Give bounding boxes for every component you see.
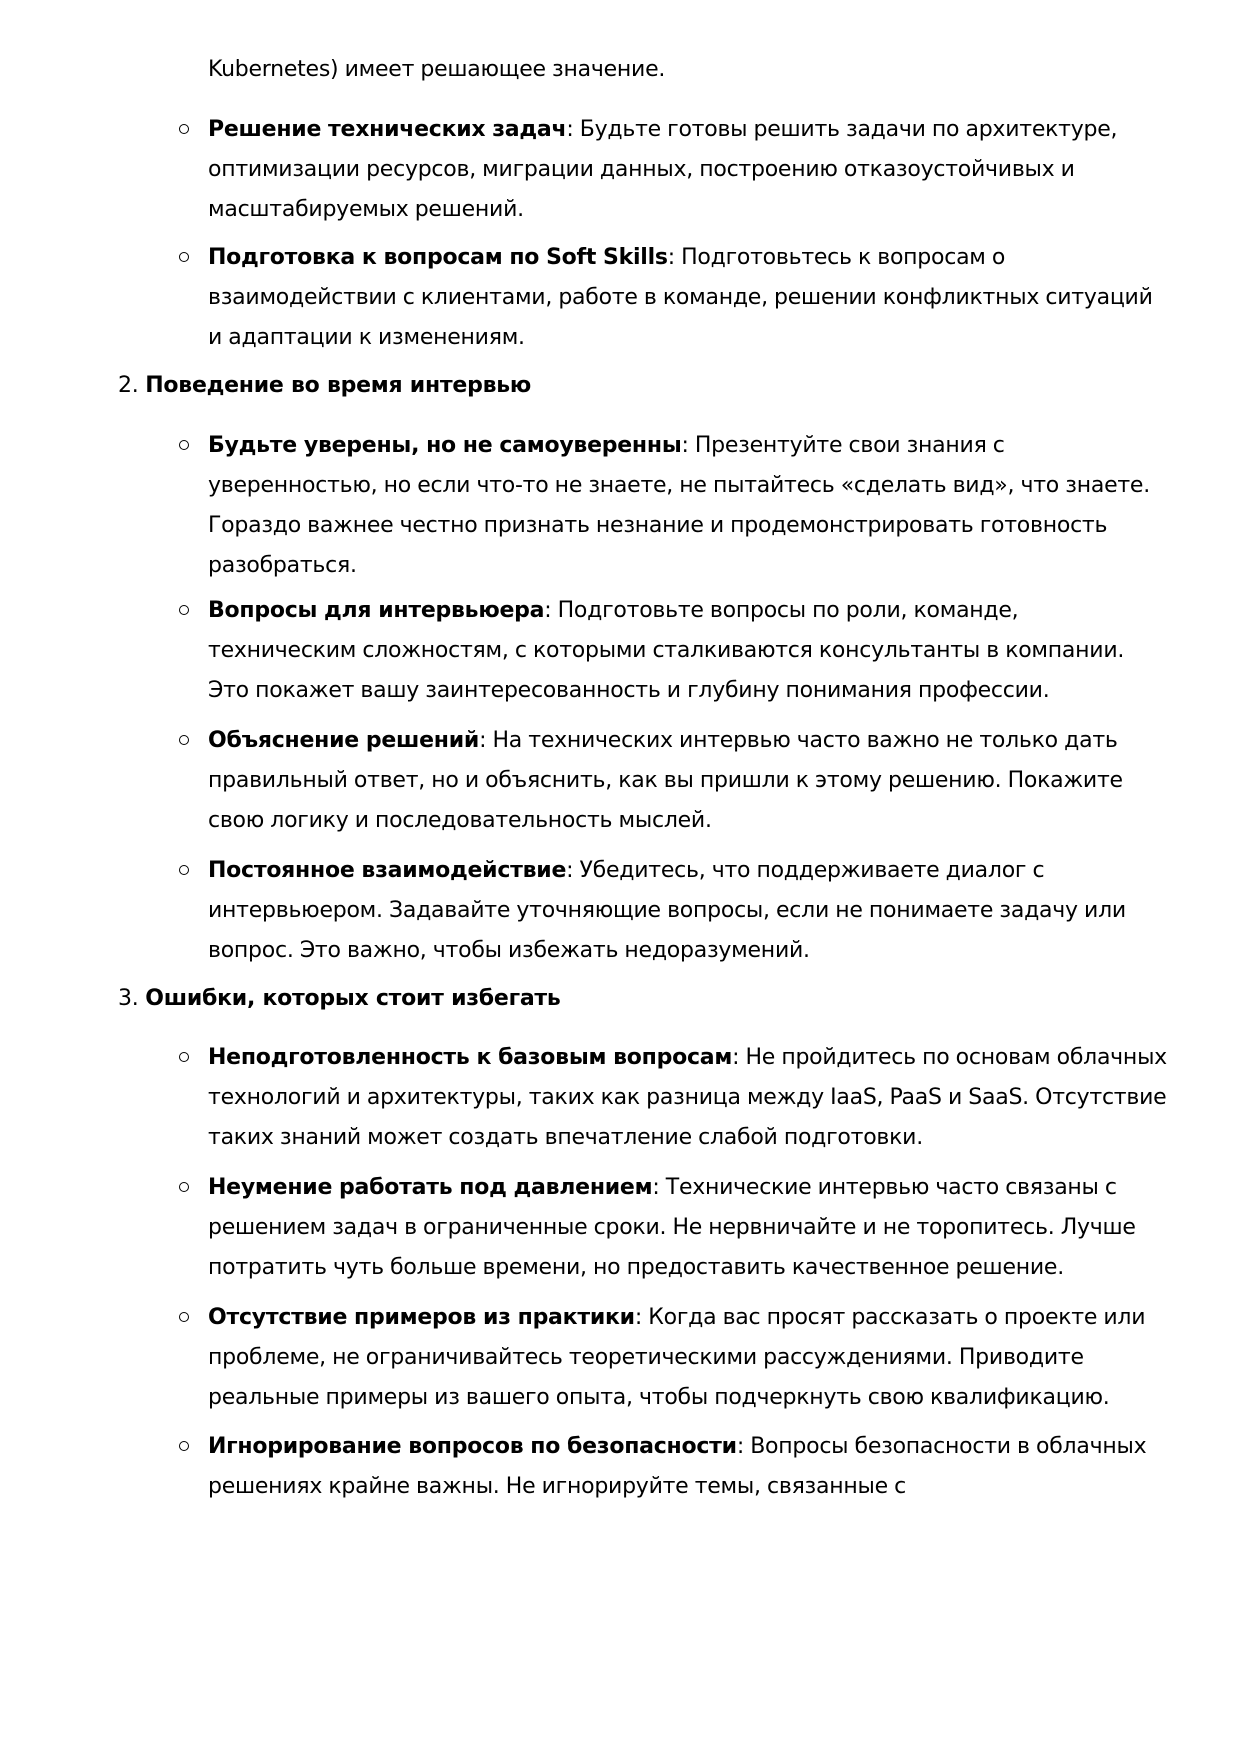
item-term: Решение технических задач [208,117,567,142]
bullet-circle-icon [179,252,189,262]
section-number: 3. [118,986,139,1011]
item-term: Будьте уверены, но не самоуверенны [208,433,682,458]
list-item [208,426,1168,586]
bullet-circle-icon [179,1312,189,1322]
item-term: Неподготовленность к базовым вопросам [208,1045,733,1070]
item-text: : Будьте готовы решить задачи по архитектуре, оптимизации ресурсов, миграции данных, построению отказоустойчивых и масштабируемых решений. [208,117,1118,222]
item-term: Неумение работать под давлением [208,1175,653,1200]
list-item [208,851,1168,971]
list-item [208,1298,1168,1418]
section-heading [118,366,1078,406]
item-text: : Технические интервью часто связаны с решением задач в ограниченные сроки. Не нервничайте и не торопитесь. Лучше потратить чуть больше времени, но предоставить качественное решение. [208,1175,1136,1280]
item-term: Подготовка к вопросам по Soft Skills [208,245,668,270]
bullet-circle-icon [179,1441,189,1451]
intro-text: Kubernetes) имеет решающее значение. [208,57,666,82]
item-text: : Вопросы безопасности в облачных решениях крайне важны. Не игнорируйте темы, связанные с [208,1434,1147,1499]
item-term: Игнорирование вопросов по безопасности [208,1434,737,1459]
bullet-circle-icon [179,735,189,745]
list-item [208,110,1168,230]
item-text: : Подготовьтесь к вопросам о взаимодействии с клиентами, работе в команде, решении конфликтных ситуаций и адаптации к изменениям. [208,245,1153,350]
item-text: : Подготовьте вопросы по роли, команде, техническим сложностям, с которыми сталкиваются консультанты в компании. Это покажет вашу заинтересованность и глубину понимания профессии. [208,598,1125,703]
list-item [208,591,1168,711]
bullet-circle-icon [179,124,189,134]
section-title: Поведение во время интервью [145,373,532,398]
bullet-circle-icon [179,865,189,875]
item-term: Отсутствие примеров из практики [208,1305,635,1330]
list-item [208,1168,1168,1288]
item-text: : Не пройдитесь по основам облачных технологий и архитектуры, таких как разница между IaaS, PaaS и SaaS. Отсутствие таких знаний может создать впечатление слабой подготовки. [208,1045,1167,1150]
bullet-circle-icon [179,1182,189,1192]
intro-paragraph [208,50,1168,90]
list-item [208,238,1168,358]
section-title: Ошибки, которых стоит избегать [145,986,561,1011]
item-term: Постоянное взаимодействие [208,858,567,883]
list-item [208,721,1168,841]
section-heading [118,979,1078,1019]
item-term: Объяснение решений [208,728,480,753]
item-text: : Презентуйте свои знания с уверенностью, но если что-то не знаете, не пытайтесь «сделать вид», что знаете. Гораздо важнее честно признать незнание и продемонстрировать готовность разобраться. [208,433,1150,578]
item-text: : На технических интервью часто важно не только дать правильный ответ, но и объяснить, как вы пришли к этому решению. Покажите свою логику и последовательность мыслей. [208,728,1123,833]
section-number: 2. [118,373,139,398]
list-item [208,1038,1168,1158]
item-text: : Когда вас просят рассказать о проекте или проблеме, не ограничивайтесь теоретическими рассуждениями. Приводите реальные примеры из вашего опыта, чтобы подчеркнуть свою квалификацию. [208,1305,1146,1410]
item-text: : Убедитесь, что поддерживаете диалог с интервьюером. Задавайте уточняющие вопросы, если не понимаете задачу или вопрос. Это важно, чтобы избежать недоразумений. [208,858,1126,963]
bullet-circle-icon [179,1052,189,1062]
item-term: Вопросы для интервьюера [208,598,545,623]
bullet-circle-icon [179,440,189,450]
bullet-circle-icon [179,605,189,615]
list-item [208,1427,1168,1507]
